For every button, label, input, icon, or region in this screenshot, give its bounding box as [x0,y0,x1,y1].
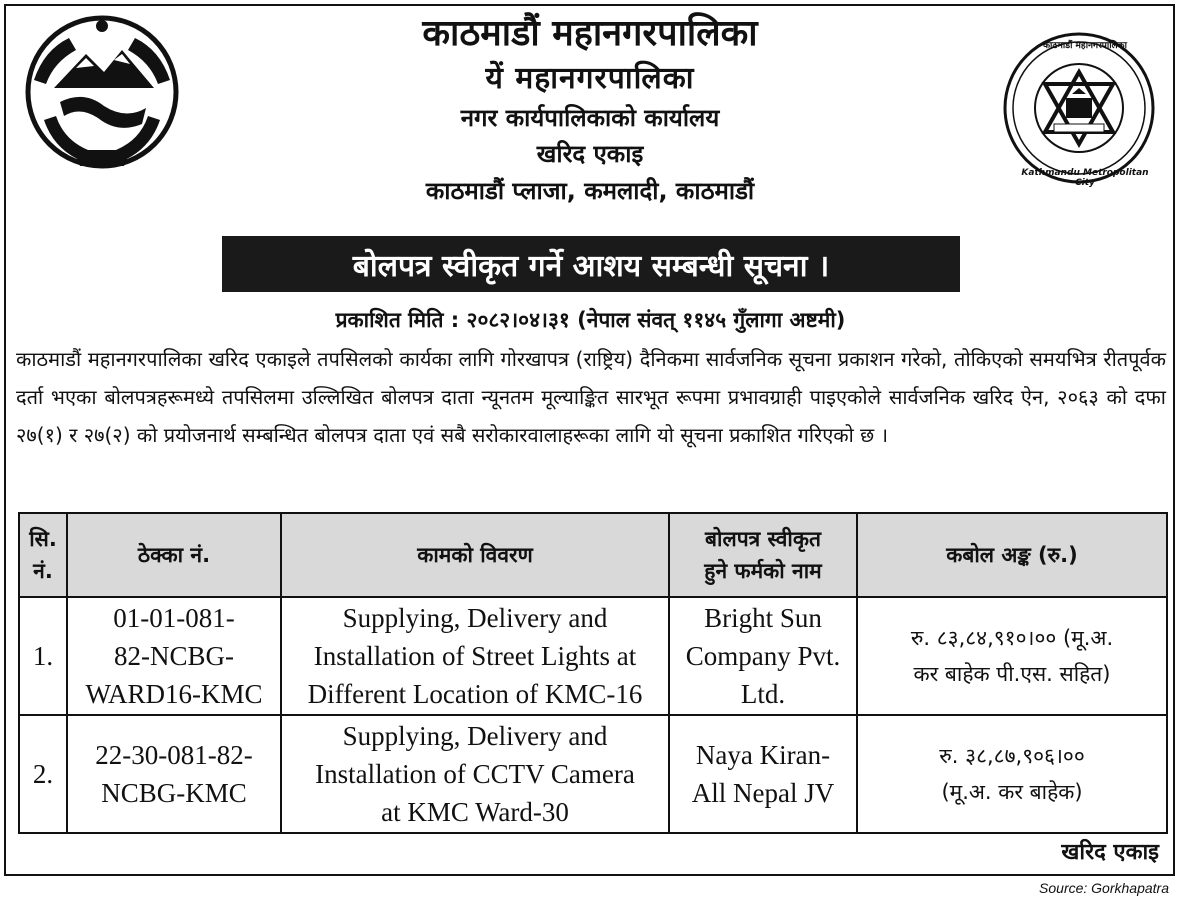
bid-table [18,512,1168,834]
signature-unit: खरिद एकाइ [1061,840,1159,865]
cell-description: Supplying, Delivery and Installation of Street Lights at Different Location of KMC-16 [281,597,669,715]
cell-sn: 1. [19,597,67,715]
cell-description: Supplying, Delivery and Installation of CCTV Camera at KMC Ward-30 [281,715,669,833]
kmc-seal-text-bottom: Kathmandu Metropolitan City [1021,168,1149,188]
cell-contract-no: 22-30-081-82- NCBG-KMC [67,715,281,833]
kmc-seal-icon [992,28,1166,188]
header-description: कामको विवरण [281,513,669,597]
source-credit: Source: Gorkhapatra [1039,880,1169,896]
header [200,10,980,210]
cell-sn: 2. [19,715,67,833]
office-name: नगर कार्यपालिकाको कार्यालय [460,104,720,132]
org-title-newari: यें महानगरपालिका [485,61,695,96]
org-title: काठमाडौं महानगरपालिका [422,13,758,54]
table-row [19,597,1167,715]
header-amount: कबोल अङ्क (रु.) [857,513,1167,597]
table-row [19,715,1167,833]
cell-firm: Bright Sun Company Pvt. Ltd. [669,597,857,715]
kmc-seal-text-top: काठमाडौं महानगरपालिका [1043,41,1127,51]
nepal-emblem-icon [14,10,190,180]
table-header-row [19,513,1167,597]
unit-name: खरिद एकाइ [536,140,644,168]
published-date: प्रकाशित मिति : २०८२।०४।३१ (नेपाल संवत् ११४५ गुँलागा अष्टमी) [335,308,846,332]
cell-contract-no: 01-01-081- 82-NCBG- WARD16-KMC [67,597,281,715]
notice-body: काठमाडौं महानगरपालिका खरिद एकाइले तपसिलको कार्यका लागि गोरखापत्र (राष्ट्रिय) दैनिकमा सार्वजनिक सूचना प्रकाशन गरेको, तोकिएको समयभित्र रीतपूर्वक दर्ता भएका बोलपत्रहरूमध्ये तपसिलमा उल्लिखित बोलपत्र दाता न्यूनतम मूल्याङ्कित सारभूत रूपमा प्रभावग्राही पाइएकोले सार्वजनिक खरिद ऐन, २०६३ को दफा २७(१) र २७(२) को प्रयोजनार्थ सम्बन्धित बोलपत्र दाता एवं सबै सरोकारवालाहरूका लागि यो सूचना प्रकाशित गरिएको छ । [16,347,1166,447]
office-address: काठमाडौं प्लाजा, कमलादी, काठमाडौं [425,177,755,205]
cell-firm: Naya Kiran- All Nepal JV [669,715,857,833]
header-sn: सि. नं. [19,513,67,597]
header-contract-no: ठेक्का नं. [67,513,281,597]
header-firm: बोलपत्र स्वीकृत हुने फर्मको नाम [669,513,857,597]
notice-title-banner: बोलपत्र स्वीकृत गर्ने आशय सम्बन्धी सूचना । [222,236,960,292]
cell-amount: रु. ३८,८७,९०६।०० (मू.अ. कर बाहेक) [857,715,1167,833]
cell-amount: रु. ८३,८४,९१०।०० (मू.अ. कर बाहेक पी.एस. सहित) [857,597,1167,715]
